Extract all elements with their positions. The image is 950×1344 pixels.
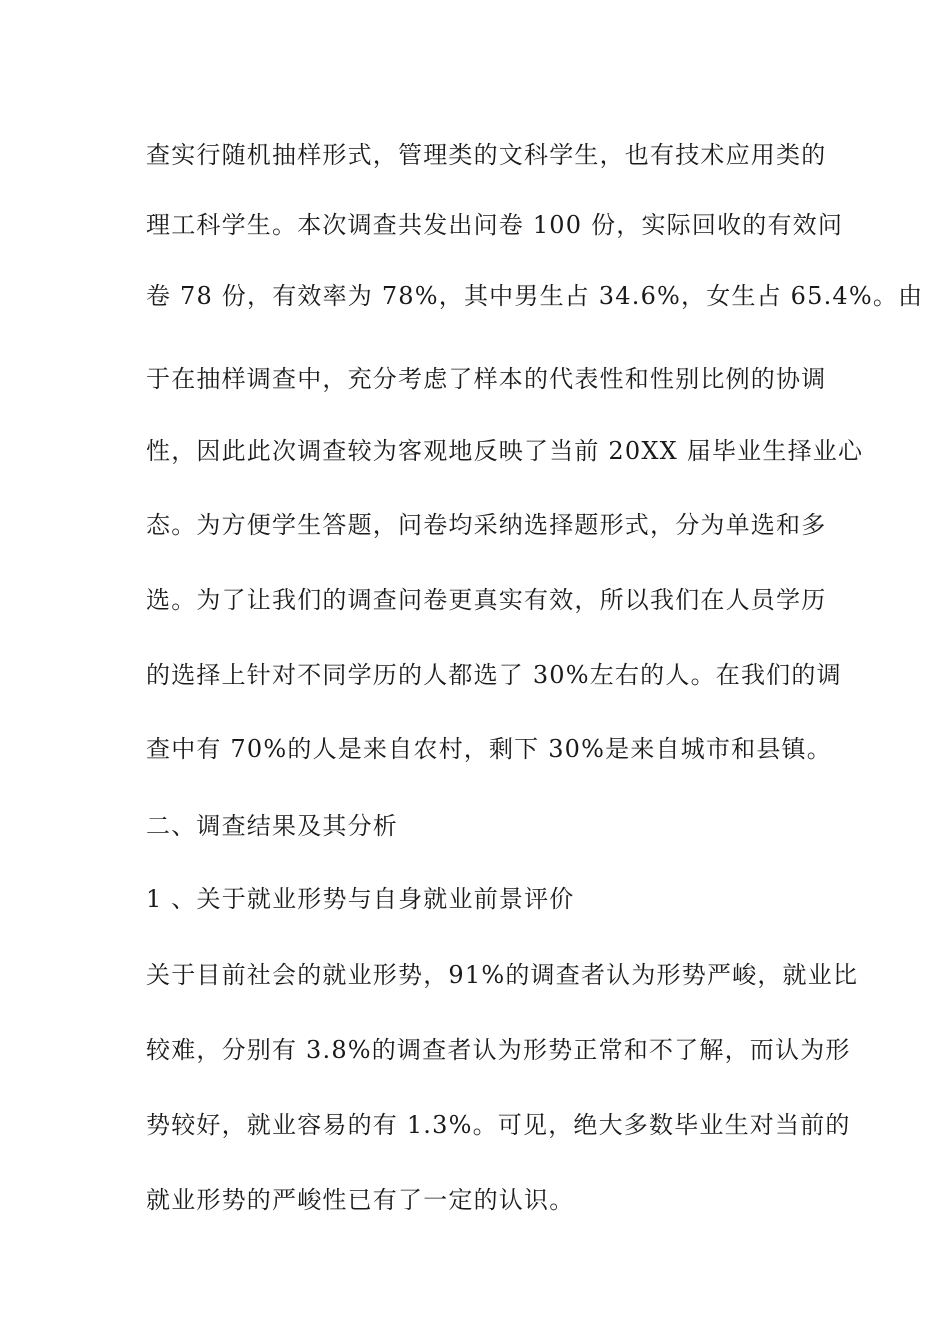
subsection-heading: 1 、关于就业形势与自身就业前景评价 xyxy=(146,885,575,913)
paragraph-line: 选。为了让我们的调查问卷更真实有效，所以我们在人员学历 xyxy=(146,586,827,614)
paragraph-line: 态。为方便学生答题，问卷均采纳选择题形式，分为单选和多 xyxy=(146,511,827,539)
paragraph-line: 的选择上针对不同学历的人都选了 30%左右的人。在我们的调 xyxy=(146,661,842,689)
section-heading: 二、调查结果及其分析 xyxy=(146,812,398,840)
paragraph-line: 关于目前社会的就业形势，91%的调查者认为形势严峻，就业比 xyxy=(146,961,859,989)
paragraph-line: 势较好，就业容易的有 1.3%。可见，绝大多数毕业生对当前的 xyxy=(146,1111,851,1139)
paragraph-line: 理工科学生。本次调查共发出问卷 100 份，实际回收的有效问 xyxy=(146,211,844,239)
paragraph-line: 卷 78 份，有效率为 78%，其中男生占 34.6%，女生占 65.4%。由 xyxy=(146,282,924,310)
paragraph-line: 较难，分别有 3.8%的调查者认为形势正常和不了解，而认为形 xyxy=(146,1036,851,1064)
paragraph-line: 就业形势的严峻性已有了一定的认识。 xyxy=(146,1186,575,1214)
paragraph-line: 性，因此此次调查较为客观地反映了当前 20XX 届毕业生择业心 xyxy=(146,437,864,465)
paragraph-line: 于在抽样调查中，充分考虑了样本的代表性和性别比例的协调 xyxy=(146,365,827,393)
paragraph-line: 查中有 70%的人是来自农村，剩下 30%是来自城市和县镇。 xyxy=(146,735,832,763)
paragraph-line: 查实行随机抽样形式，管理类的文科学生，也有技术应用类的 xyxy=(146,141,827,169)
